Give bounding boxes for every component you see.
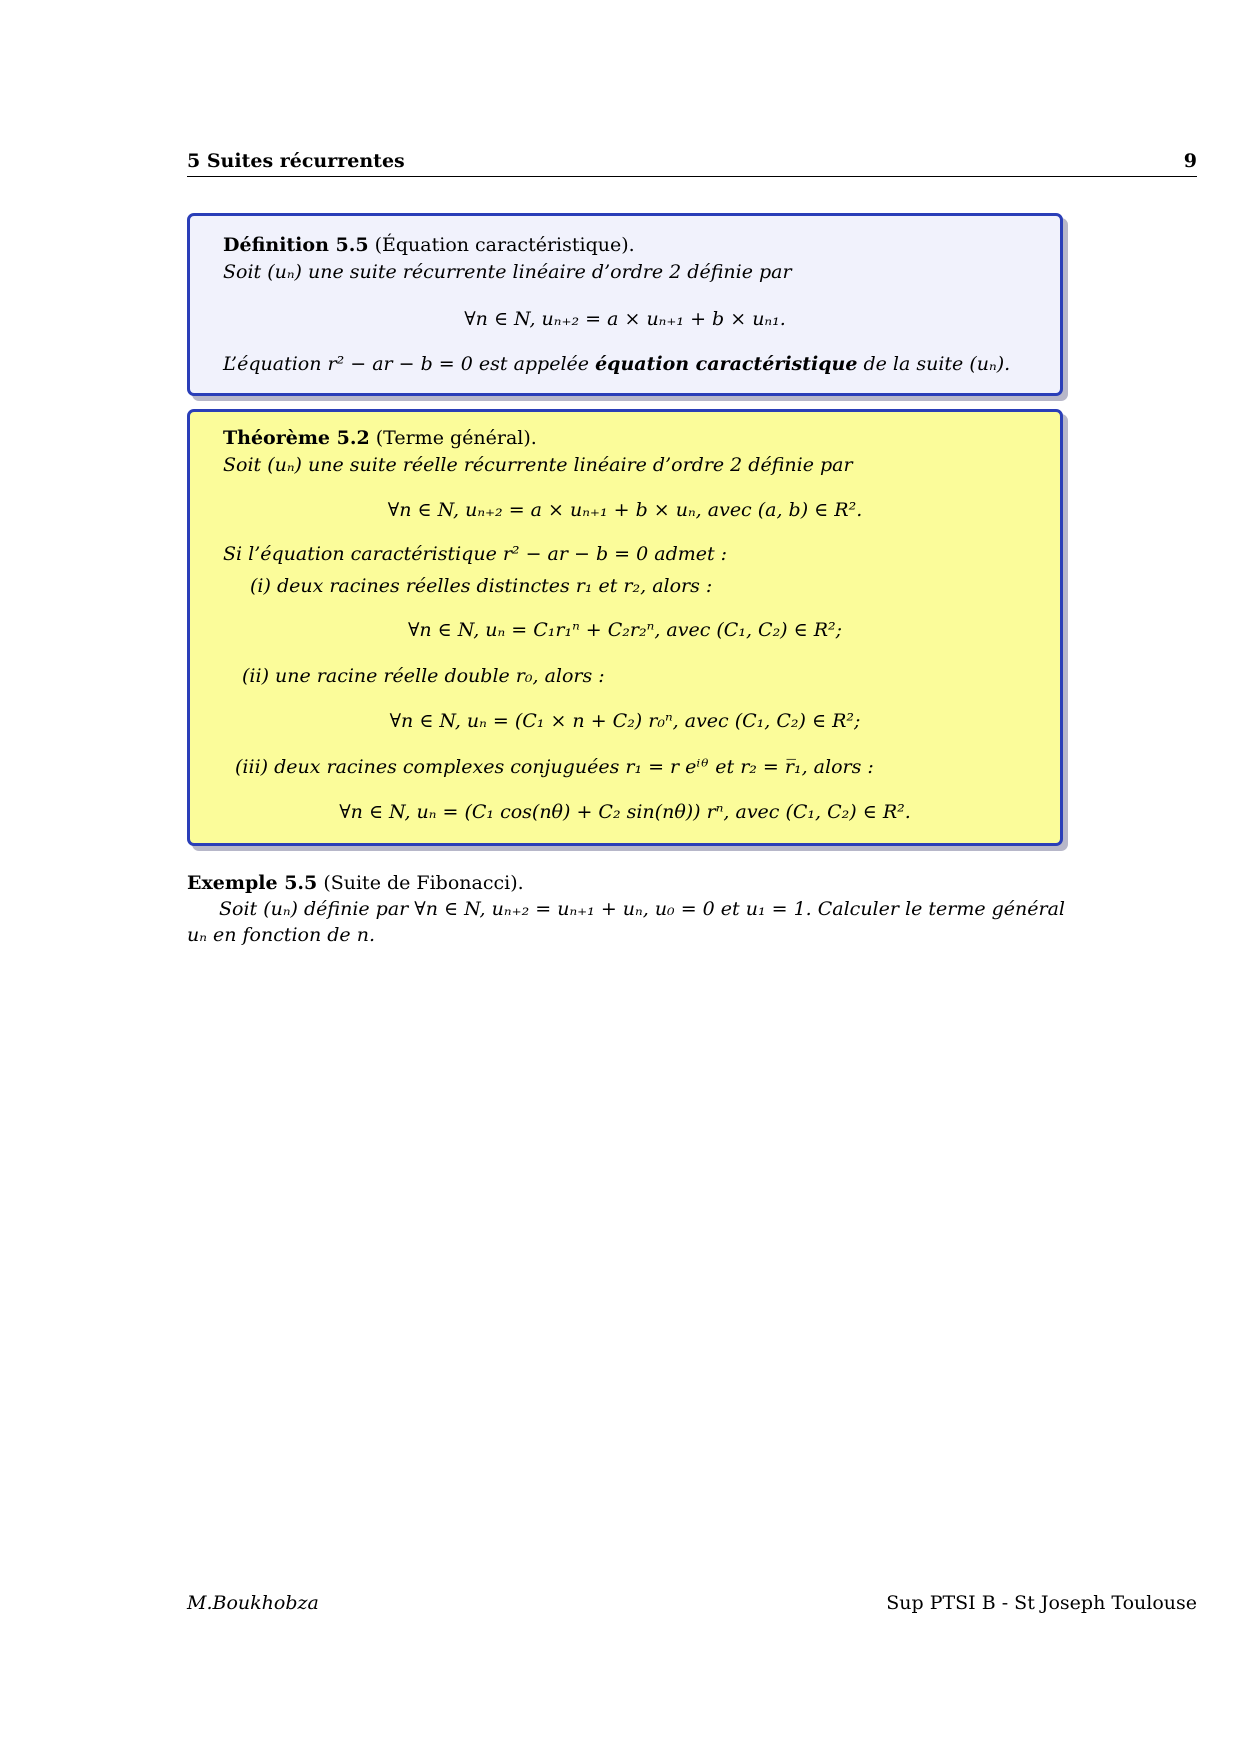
definition-statement-pre: L’équation r² − ar − b = 0 est appelée bbox=[223, 353, 590, 375]
theorem-equation: ∀n ∈ N, uₙ₊₂ = a × uₙ₊₁ + b × uₙ, avec (a, b) ∈ R². bbox=[387, 499, 863, 521]
section-title: 5 Suites récurrentes bbox=[187, 150, 405, 172]
definition-box bbox=[187, 213, 1063, 396]
case-ii-text: une racine réelle double r₀, alors : bbox=[275, 665, 605, 687]
definition-label: Définition 5.5 bbox=[223, 234, 369, 256]
theorem-heading bbox=[223, 427, 537, 449]
theorem-box bbox=[187, 409, 1063, 846]
definition-intro: Soit (uₙ) une suite récurrente linéaire d’ordre 2 définie par bbox=[223, 261, 792, 283]
definition-statement-post: de la suite (uₙ). bbox=[863, 353, 1011, 375]
case-iii bbox=[235, 756, 874, 778]
definition-keyword: équation caractéristique bbox=[595, 353, 858, 375]
footer-author: M.Boukhobza bbox=[187, 1592, 319, 1614]
example-line-1: Soit (uₙ) définie par ∀n ∈ N, uₙ₊₂ = uₙ₊₁ + uₙ, u₀ = 0 et u₁ = 1. Calculer le terme général bbox=[219, 898, 1065, 920]
case-i-marker: (i) bbox=[250, 575, 271, 597]
theorem-title: (Terme général). bbox=[375, 427, 537, 449]
theorem-condition: Si l’équation caractéristique r² − ar − b = 0 admet : bbox=[223, 543, 728, 565]
case-i-formula: ∀n ∈ N, uₙ = C₁r₁ⁿ + C₂r₂ⁿ, avec (C₁, C₂) ∈ R²; bbox=[407, 619, 843, 641]
page-number: 9 bbox=[1183, 150, 1197, 172]
definition-statement bbox=[223, 353, 1010, 375]
theorem-label: Théorème 5.2 bbox=[223, 427, 370, 449]
footer-class: Sup PTSI B - St Joseph Toulouse bbox=[886, 1592, 1197, 1614]
running-header bbox=[187, 150, 1197, 177]
example-label: Exemple 5.5 bbox=[187, 872, 318, 894]
definition-heading bbox=[223, 234, 635, 256]
case-ii-marker: (ii) bbox=[242, 665, 269, 687]
case-iii-marker: (iii) bbox=[235, 756, 269, 778]
definition-title: (Équation caractéristique). bbox=[374, 234, 635, 256]
case-ii bbox=[242, 665, 605, 687]
case-i-text: deux racines réelles distinctes r₁ et r₂, alors : bbox=[276, 575, 713, 597]
case-i bbox=[250, 575, 712, 597]
case-iii-formula: ∀n ∈ N, uₙ = (C₁ cos(nθ) + C₂ sin(nθ)) rⁿ, avec (C₁, C₂) ∈ R². bbox=[339, 801, 911, 823]
case-iii-text: deux racines complexes conjuguées r₁ = r eⁱᶿ et r₂ = r̅₁, alors : bbox=[274, 756, 874, 778]
example-heading bbox=[187, 870, 1067, 896]
case-ii-formula: ∀n ∈ N, uₙ = (C₁ × n + C₂) r₀ⁿ, avec (C₁, C₂) ∈ R²; bbox=[389, 710, 861, 732]
example-line-2: uₙ en fonction de n. bbox=[187, 924, 375, 946]
theorem-intro: Soit (uₙ) une suite réelle récurrente linéaire d’ordre 2 définie par bbox=[223, 454, 853, 476]
example-title: (Suite de Fibonacci). bbox=[323, 872, 524, 894]
definition-equation: ∀n ∈ N, uₙ₊₂ = a × uₙ₊₁ + b × uₙ₁. bbox=[464, 308, 786, 330]
